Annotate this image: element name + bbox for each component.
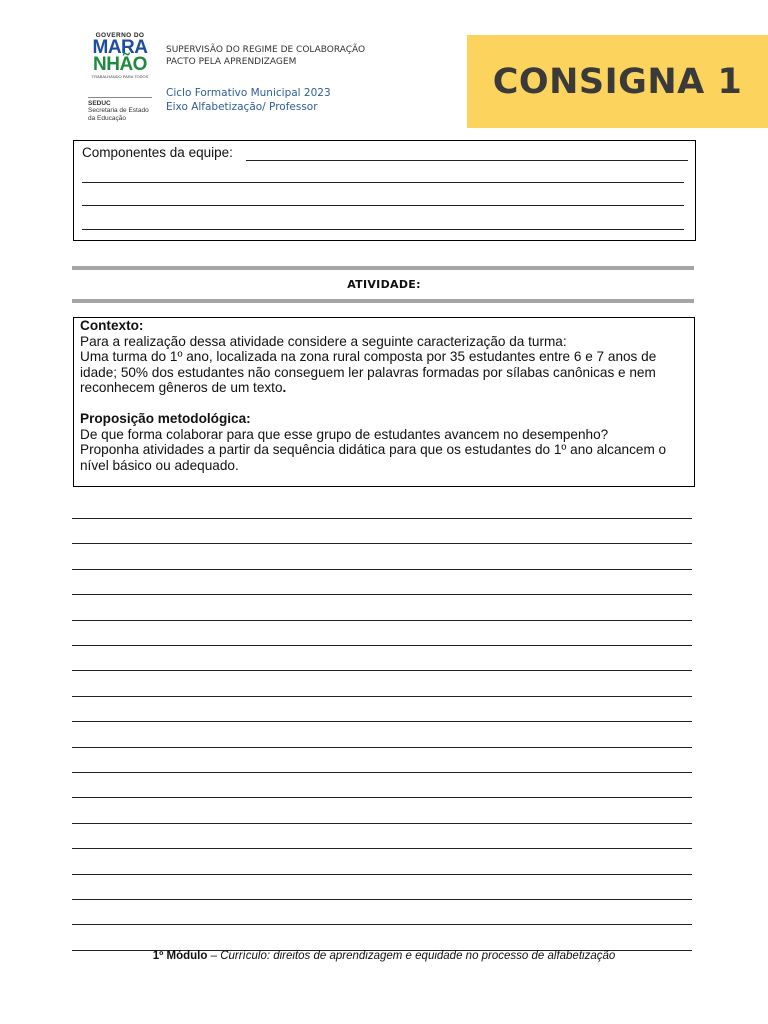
activity-bottom-rule: [72, 299, 694, 303]
answer-line[interactable]: [72, 899, 692, 900]
seduc-line1: Secretaria de Estado: [88, 107, 149, 114]
footer: [0, 950, 768, 962]
context-body-para: [80, 349, 690, 396]
header-line3: Ciclo Formativo Municipal 2023: [166, 87, 331, 99]
team-label: Componentes da equipe:: [82, 145, 233, 160]
team-write-line[interactable]: [82, 182, 684, 183]
answer-line[interactable]: [72, 924, 692, 925]
team-write-line[interactable]: [82, 205, 684, 206]
answer-line[interactable]: [72, 543, 692, 544]
team-write-line[interactable]: [246, 160, 688, 161]
answer-line[interactable]: [72, 721, 692, 722]
seduc-line2: da Educação: [88, 114, 126, 122]
answer-line[interactable]: [72, 772, 692, 773]
answer-line[interactable]: [72, 848, 692, 849]
header-line2: PACTO PELA APRENDIZAGEM: [166, 56, 297, 67]
footer-dash: –: [207, 950, 221, 962]
context-heading: Contexto:: [80, 318, 144, 333]
context-text: [80, 318, 690, 473]
logo-tagline: TRABALHANDO PARA TODOS: [91, 74, 149, 79]
answer-line[interactable]: [72, 874, 692, 875]
context-end: .: [282, 380, 287, 396]
header-cycle: [166, 87, 331, 114]
context-body: Uma turma do 1º ano, localizada na zona rural composta por 35 estudantes entre 6 e 7 anos de idade; 50% dos estudantes não conseguem ler palavras formadas por sílabas canônicas e nem reconhecem gêneros de um texto: [80, 349, 657, 396]
method-heading: Proposição metodológica:: [80, 410, 251, 426]
context-line1: Para a realização dessa atividade considere a seguinte caracterização da turma:: [80, 333, 567, 349]
answer-line[interactable]: [72, 569, 692, 570]
seduc-short: SEDUC: [88, 100, 111, 107]
answer-line[interactable]: [72, 620, 692, 621]
method-question: De que forma colaborar para que esse grupo de estudantes avancem no desempenho?: [80, 426, 609, 442]
logo-word-line2-text: NHÃO: [93, 54, 147, 75]
method-body: Proponha atividades a partir da sequência didática para que os estudantes do 1º ano alcancem o nível básico ou adequado.: [80, 442, 667, 473]
consigna-title: CONSIGNA 1: [492, 61, 743, 102]
header-line4: Eixo Alfabetização/ Professor: [166, 100, 318, 113]
team-write-line[interactable]: [82, 229, 684, 230]
header-program: [166, 45, 365, 68]
answer-line[interactable]: [72, 670, 692, 671]
consigna-badge: [467, 35, 768, 128]
header-line1: SUPERVISÃO DO REGIME DE COLABORAÇÃO: [166, 45, 366, 55]
footer-module: 1º Módulo: [152, 950, 208, 962]
answer-line[interactable]: [72, 518, 692, 519]
logo-divider: [88, 97, 152, 98]
answer-line[interactable]: [72, 823, 692, 824]
activity-title: ATIVIDADE:: [347, 278, 421, 291]
logo-word-line1-text: MARA: [92, 37, 148, 58]
activity-top-rule: [72, 266, 694, 270]
logo-top-text: GOVERNO DO: [95, 32, 145, 39]
answer-line[interactable]: [72, 645, 692, 646]
answer-line[interactable]: [72, 696, 692, 697]
logo-word-line2: [88, 56, 152, 73]
government-logo: [88, 32, 152, 88]
seduc-block: [88, 100, 149, 122]
answer-line[interactable]: [72, 594, 692, 595]
answer-line[interactable]: [72, 747, 692, 748]
footer-subtitle: Currículo: direitos de aprendizagem e equidade no processo de alfabetização: [220, 950, 616, 962]
answer-line[interactable]: [72, 797, 692, 798]
